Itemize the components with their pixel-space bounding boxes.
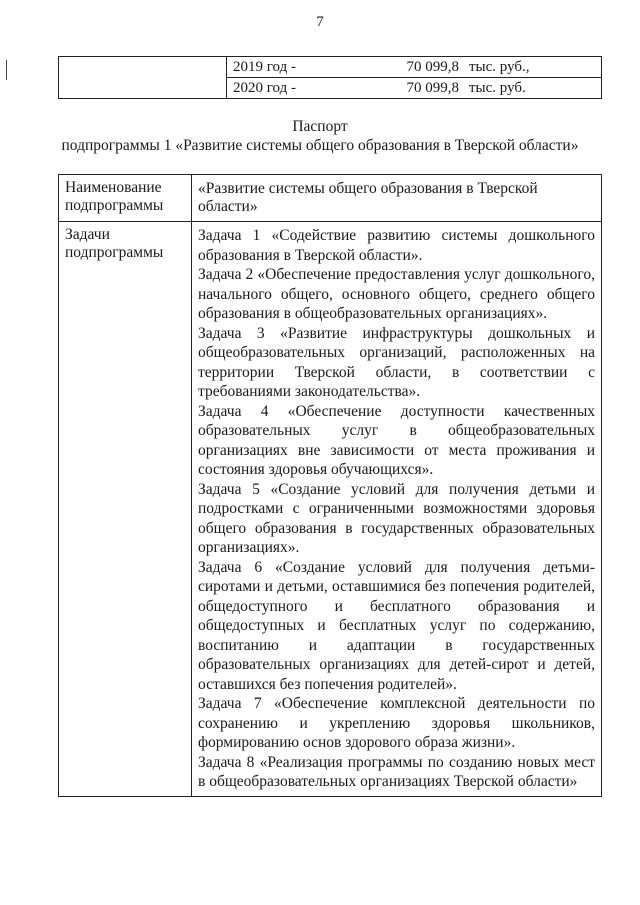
tasks-label: Задачи подпрограммы	[59, 222, 192, 797]
table-row	[59, 175, 602, 222]
funding-continuation-table	[58, 56, 602, 99]
page-number: 7	[316, 14, 324, 30]
task-item: Задача 4 «Обеспечение доступности качественных образовательных услуг в общеобразовательных организациях вне зависимости от места проживания и состояния здоровья обучающихся».	[198, 402, 595, 478]
funding-cell	[227, 57, 602, 78]
name-label: Наименование подпрограммы	[59, 175, 192, 222]
passport-subheading: подпрограммы 1 «Развитие системы общего образования в Тверской области»	[61, 137, 579, 154]
table-row	[59, 222, 602, 797]
task-item: Задача 7 «Обеспечение комплексной деятельности по сохранению и укреплению здоровья школьников, формированию основ здорового образа жизни».	[198, 695, 595, 751]
name-value: «Развитие системы общего образования в Тверской области»	[192, 175, 602, 222]
task-item: Задача 1 «Содействие развитию системы дошкольного образования в Тверской области».	[198, 227, 595, 264]
passport-heading: Паспорт	[292, 118, 348, 135]
table-row	[59, 57, 602, 78]
task-item: Задача 8 «Реализация программы по созданию новых мест в общеобразовательных организациях Тверской области»	[198, 753, 595, 790]
task-item: Задача 2 «Обеспечение предоставления услуг дошкольного, начального общего, основного общего, среднего общего образования в общеобразовательных организациях».	[198, 266, 595, 322]
empty-cell	[59, 57, 227, 99]
funding-amount: 70 099,8	[406, 80, 459, 96]
funding-unit: тыс. руб.,	[469, 59, 530, 75]
funding-amount: 70 099,8	[406, 59, 459, 75]
funding-year: 2020 год -	[233, 80, 296, 96]
scan-margin-mark	[6, 60, 7, 80]
tasks-cell	[192, 222, 602, 797]
funding-unit: тыс. руб.	[469, 80, 526, 96]
funding-year: 2019 год -	[233, 59, 296, 75]
passport-table	[58, 174, 602, 797]
task-item: Задача 6 «Создание условий для получения детьми-сиротами и детьми, оставшимися без попечения родителей, общедоступного и бесплатного образования и общедоступных и бесплатных услуг по содержанию, воспитанию и адаптации в государственных образовательных организациях для детей-сирот и детей, оставшихся без попечения родителей».	[198, 558, 595, 693]
funding-cell	[227, 78, 602, 99]
task-item: Задача 5 «Создание условий для получения детьми и подростками с ограниченными возможностями здоровья общего образования в государственных образовательных организациях».	[198, 480, 595, 556]
task-item: Задача 3 «Развитие инфраструктуры дошкольных и общеобразовательных организаций, расположенных на территории Тверской области, в соответствии с требованиями законодательства».	[198, 324, 595, 400]
